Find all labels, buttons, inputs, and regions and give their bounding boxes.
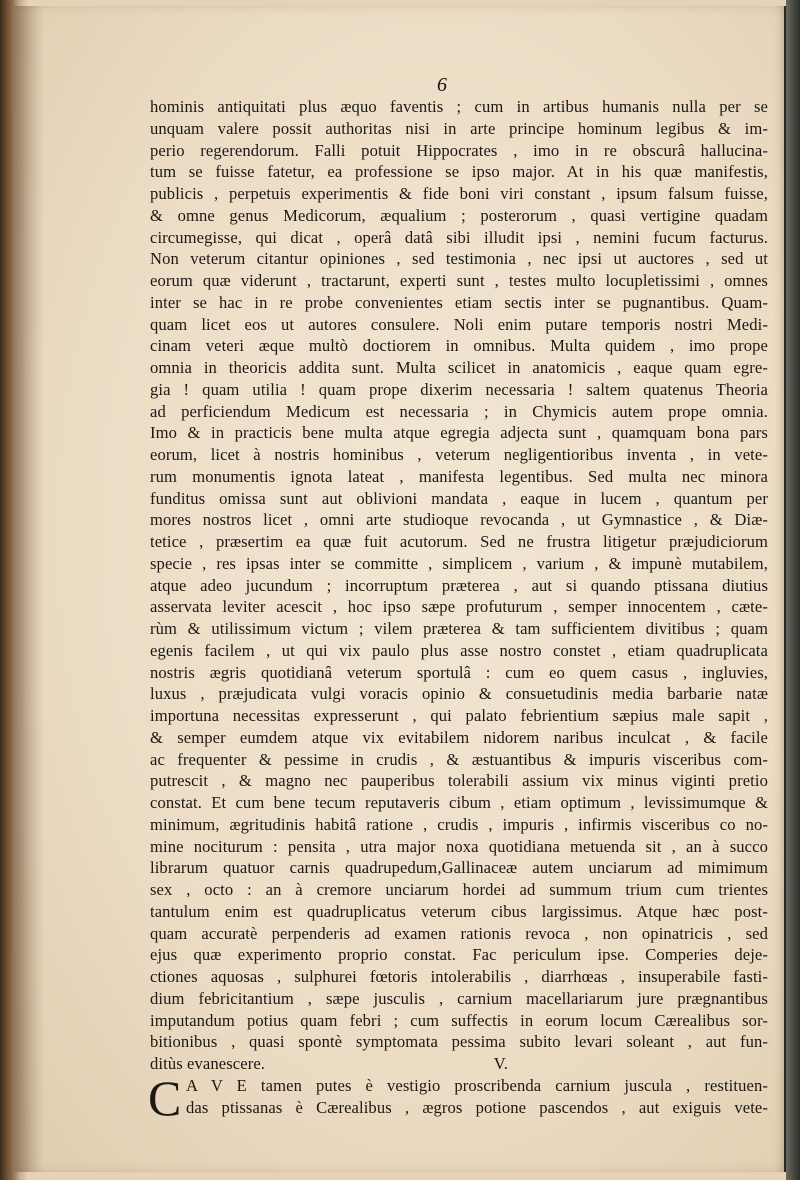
section-number: V. (493, 1054, 508, 1073)
page-number: 6 (437, 74, 447, 96)
text-line: bitionibus , quasi spontè symptomata pessima subito levari soleant , aut fun- (150, 1032, 768, 1052)
text-line: egenis facilem , ut qui vix paulo plus asse nostro constet , etiam quadruplicata (150, 640, 768, 660)
text-line: luxus , præjudicata vulgi voracis opinio & consuetudinis media barbarie natæ (150, 684, 768, 704)
text-line: dium febricitantium , sæpe jusculis , carnium macellariarum jure prægnantibus (150, 988, 768, 1008)
text-line: das ptissanas è Cærealibus , ægros potione pascendos , aut exiguis vete- (186, 1097, 768, 1117)
drop-cap: C (148, 1069, 182, 1126)
text-line: A V E tamen putes è vestigio proscribenda carnium juscula , restituen- (186, 1075, 768, 1095)
body-text (148, 96, 768, 1126)
text-line: ac frequenter & pessime in crudis , & æstuantibus & impuris visceribus com- (150, 749, 768, 769)
text-line: ejus quæ experimento proprio constat. Fac periculum ipse. Comperies deje- (150, 945, 768, 965)
text-line: cinam veteri æque multò doctiorem in omnibus. Multa quidem , imo prope (150, 336, 768, 356)
text-line: hominis antiquitati plus æquo faventis ; cum in artibus humanis nulla per se (150, 97, 768, 116)
text-line: mine nociturum : pensita , utra major noxa quotidiana metuenda sit , an à succo (150, 836, 768, 856)
page-edge (786, 0, 800, 1180)
text-line: publicis , perpetuis experimentis & fide boni viri constant , ipsum falsum fuisse, (150, 184, 768, 203)
section-start (148, 1069, 768, 1126)
text-line: minimum, ægritudinis habitâ ratione , crudis , impuris , infirmis visceribus co no- (150, 814, 768, 834)
text-line: Non veterum citantur opiniones , sed testimonia , nec ipsi ut auctores , sed ut (150, 249, 768, 269)
text-line: perio regerendorum. Falli potuit Hippocrates , imo in re obscurâ hallucina- (150, 140, 768, 160)
text-line: importuna necessitas expresserunt , qui palato febrientium sæpius male sapit , (150, 706, 768, 725)
text-line: tum se fuisse fatetur, ea professione se ipso major. At in his quæ manifestis, (150, 162, 768, 182)
text-line: atque adeo jucundum ; incorruptum præterea , aut si quando ptissana diutius (150, 575, 768, 595)
text-line: librarum quatuor carnis quadrupedum,Gallinaceæ autem unciarum ad mimimum (150, 858, 768, 878)
text-line: nostris ægris quotidianâ veterum sportulâ : cum eo quem casus , ingluvies, (150, 662, 768, 682)
text-line: tetice , præsertim ea quæ fuit acutorum. Sed ne frustra litigetur præjudiciorum (150, 532, 768, 551)
text-line: eorum, licet à nostris hominibus , veterum negligentioribus inventa , in vete- (150, 445, 768, 464)
text-line: specie , res ipsas inter se committe , simplicem , varium , & impunè mutabilem, (150, 553, 768, 573)
text-line: unquam valere possit authoritas nisi in arte principe hominum legibus & im- (150, 118, 768, 138)
text-line: inter se hac in re probe convenientes etiam sectis inter se pugnantibus. Quam- (150, 292, 768, 312)
text-line: Imo & in practicis bene multa atque egregia adjecta sunt , quamquam bona pars (150, 423, 768, 443)
text-line: gia ! quam utilia ! quam prope dixerim necessaria ! saltem quatenus Theoria (150, 379, 768, 399)
text-line: constat. Et cum bene tecum reputaveris cibum , etiam optimum , levissimumque & (150, 793, 768, 812)
text-line: imputandum potius quam febri ; cum suffectis in eorum locum Cærealibus sor- (150, 1010, 768, 1030)
paragraph (150, 96, 768, 1053)
closing-text: ditùs evanescere. (150, 1054, 266, 1073)
text-line: rum monumentis ignota lateat , manifesta legentibus. Sed multa nec minora (150, 466, 768, 486)
text-line: mores nostros licet , omni arte studioque revocanda , ut Gymnastice , & Diæ- (150, 510, 768, 530)
text-line: & semper eumdem atque vix evitabilem nidorem naribus inculcat , & facile (150, 727, 768, 747)
text-line: quam licet eos ut autores consulere. Noli enim putare temporis nostri Medi- (150, 314, 768, 334)
closing-line (150, 1053, 768, 1075)
gutter-shadow (14, 6, 44, 1172)
text-line: eorum quæ viderunt , tractarunt, experti sunt , testes multo locupletissimi , omnes (150, 271, 768, 290)
text-line: ad perficiendum Medicum est necessaria ; in Chymicis autem prope omnia. (150, 401, 768, 421)
text-line: quam accuratè perpenderis ad examen rationis revoca , non opinatricis , sed (150, 923, 768, 943)
text-line: & omne genus Medicorum, æqualium ; posterorum , quasi vertigine quadam (150, 205, 768, 225)
text-line: funditus omissa sunt aut oblivioni mandata , eaque in lucem , quantum per (150, 488, 768, 508)
text-line: sex , octo : an à cremore unciarum hordei ad summum trium cum trientes (150, 880, 768, 899)
text-line: tantulum enim est quadruplicatus veterum cibus largissimus. Atque hæc post- (150, 901, 768, 921)
text-line: rùm & utilissimum victum ; vilem præterea & tam sufficientem divitibus ; quam (150, 619, 768, 638)
text-line: circumegisse, qui dicat , operâ datâ sibi illudit ipsi , nemini fucum facturus. (150, 227, 768, 247)
text-line: asservata leviter acescit , hoc ipso sæpe profuturum , semper innocentem , cæte- (150, 597, 768, 617)
text-line: putrescit , & magno nec pauperibus tolerabili assium vix minus viginti pretio (150, 771, 768, 791)
text-line: ctiones aquosas , sulphurei fœtoris intolerabilis , diarrhœas , insuperabile fasti- (150, 967, 768, 986)
text-line: omnia in theoricis addita sunt. Multa scilicet in anatomicis , eaque quam egre- (150, 358, 768, 377)
